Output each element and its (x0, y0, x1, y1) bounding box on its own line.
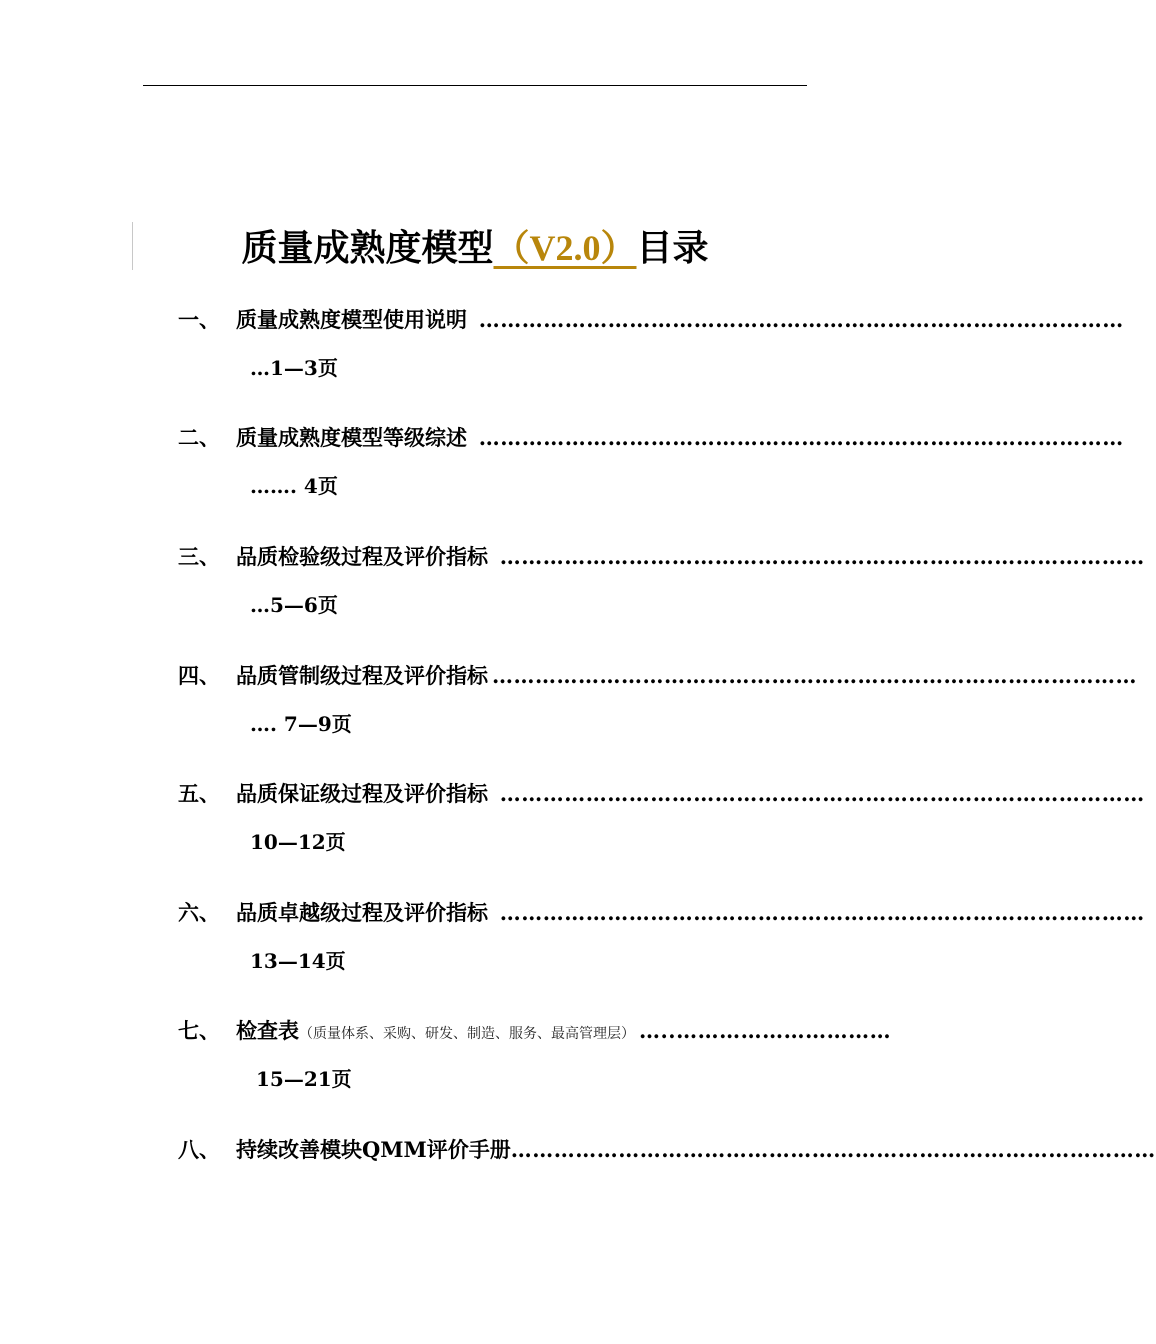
toc-item-2[interactable] (0, 423, 1124, 533)
toc-label-note: （质量体系、采购、研发、制造、服务、最高管理层） (299, 1026, 635, 1042)
toc-page-ref: …1—3页 (250, 356, 338, 380)
toc-item-6[interactable] (0, 898, 1145, 1008)
dot-leader: ……………………………………………………………………………… (471, 307, 1124, 332)
toc-label-row (236, 779, 1145, 809)
toc-page-ref: 15—21页 (256, 1067, 352, 1091)
toc-label-row (236, 542, 1145, 572)
title-suffix: 目录 (636, 228, 709, 269)
toc-number: 六、 (178, 900, 220, 925)
toc-label: 品质保证级过程及评价指标 (236, 781, 488, 806)
toc-item-5[interactable] (0, 779, 1145, 889)
toc-page-ref: …5—6页 (250, 593, 338, 617)
title-version: （V2.0） (493, 228, 637, 268)
toc-label: 检查表 (236, 1018, 299, 1043)
toc-item-3[interactable] (0, 542, 1145, 652)
dot-leader: ……………………………………………………………………………… (492, 781, 1145, 806)
header-rule (143, 85, 807, 86)
toc-number: 一、 (178, 307, 220, 332)
title-main: 质量成熟度模型 (241, 228, 494, 269)
toc-number: 三、 (178, 544, 220, 569)
toc-item-4[interactable] (0, 661, 1137, 771)
document-title (0, 222, 950, 275)
toc-label-row (236, 423, 1124, 453)
dot-leader: ……………………………………………………………………………… (492, 663, 1137, 688)
toc-item-7[interactable] (0, 1016, 950, 1126)
toc-label: 品质管制级过程及评价指标 (236, 663, 488, 688)
toc-number: 二、 (178, 425, 220, 450)
toc-label-row (236, 305, 1124, 335)
dot-leader: ……………………………………………………………………………… (471, 425, 1124, 450)
toc-label: 品质检验级过程及评价指标 (236, 544, 488, 569)
toc-label-row (236, 661, 1137, 691)
toc-item-8[interactable] (0, 1135, 1156, 1245)
toc-label: 质量成熟度模型使用说明 (236, 307, 467, 332)
toc-label-row (236, 898, 1145, 928)
dot-leader: ……………………………………………………………………………… (510, 1137, 1156, 1162)
toc-item-1[interactable] (0, 305, 1124, 415)
toc-label-row (236, 1016, 892, 1049)
dot-leader: …..………………………… (639, 1018, 892, 1043)
toc-page-ref: 13—14页 (250, 949, 346, 973)
toc-label: 质量成熟度模型等级综述 (236, 425, 467, 450)
toc-page-ref: ……. 4页 (250, 474, 338, 498)
toc-number: 五、 (178, 781, 220, 806)
toc-label: 品质卓越级过程及评价指标 (236, 900, 488, 925)
toc-number: 七、 (178, 1018, 220, 1043)
toc-label: 持续改善模块QMM评价手册 (236, 1137, 511, 1162)
toc-page-ref: 10—12页 (250, 830, 346, 854)
toc-number: 八、 (178, 1137, 220, 1162)
toc-page-ref: …. 7—9页 (250, 712, 352, 736)
dot-leader: ……………………………………………………………………………… (492, 544, 1145, 569)
dot-leader: ……………………………………………………………………………… (492, 900, 1145, 925)
toc-number: 四、 (178, 663, 220, 688)
toc-label-row (236, 1135, 1156, 1165)
